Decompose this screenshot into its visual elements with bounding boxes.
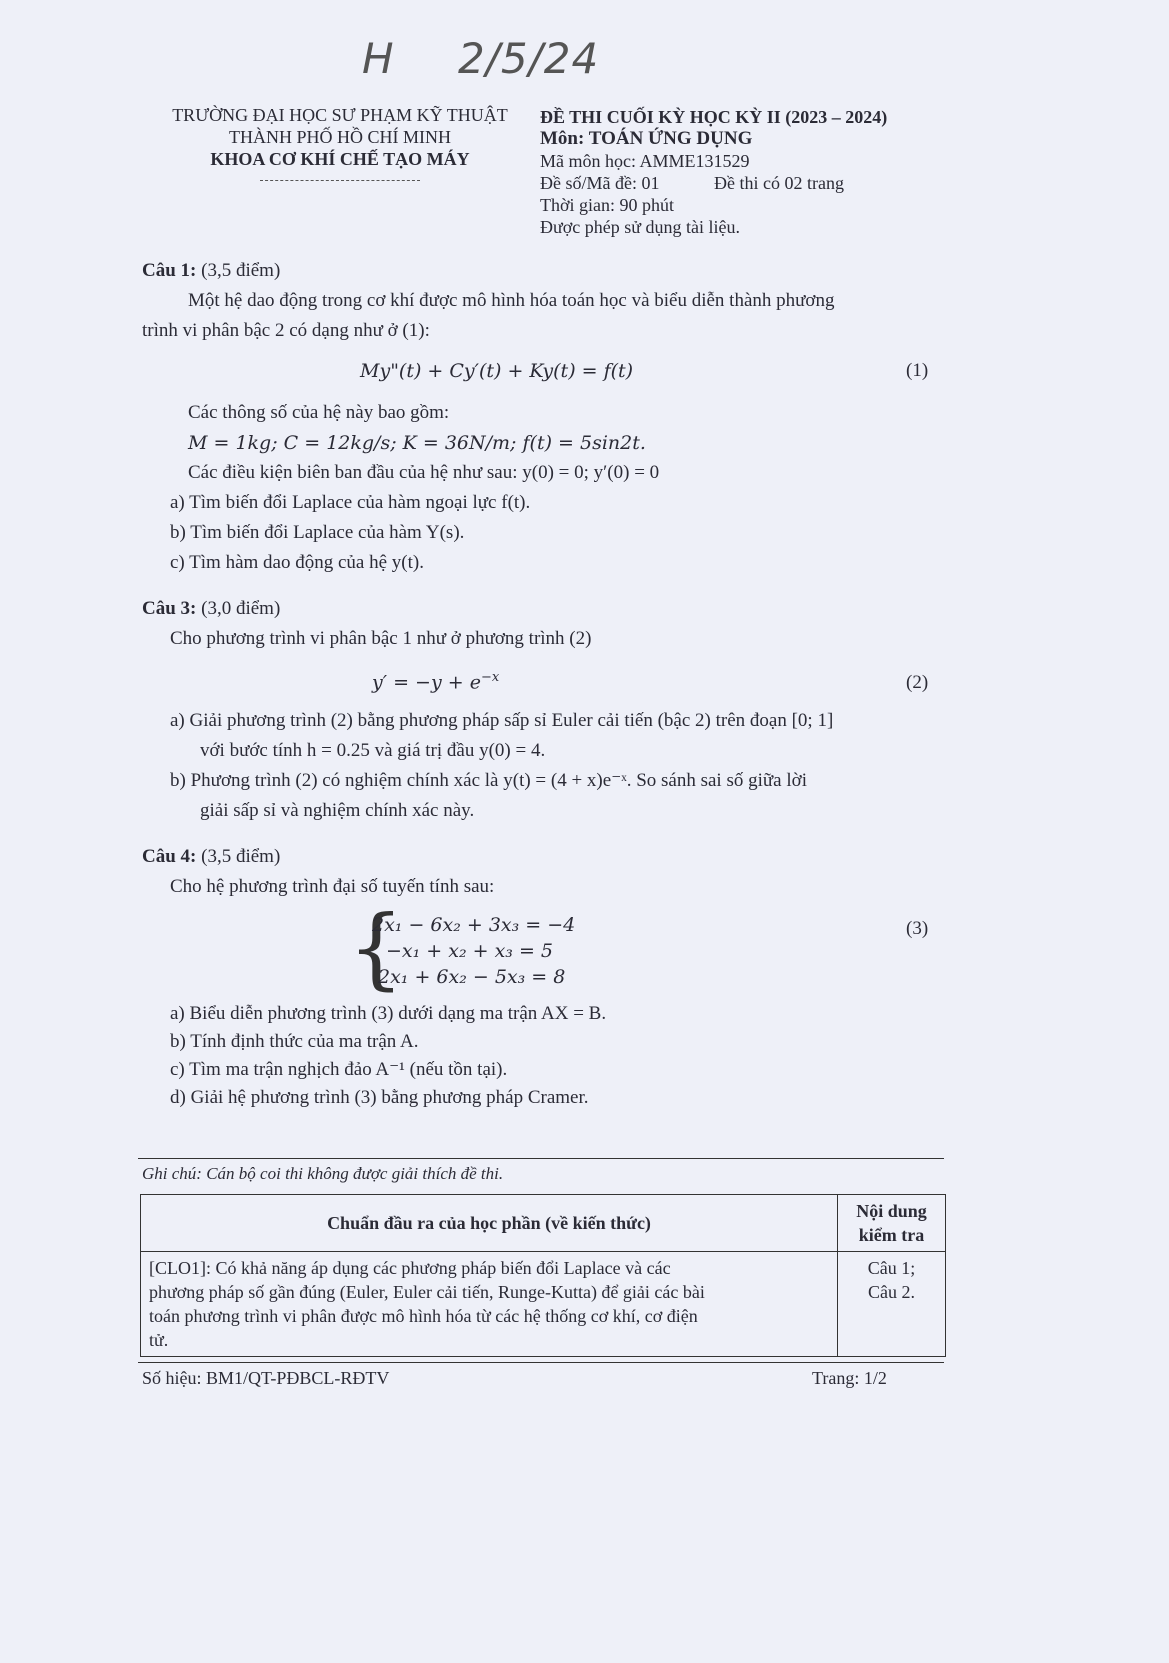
- q4-task-b: b) Tính định thức của ma trận A.: [170, 1031, 419, 1052]
- q3-points: (3,0 điểm): [201, 598, 281, 619]
- header-divider: [260, 180, 420, 181]
- exam-time: Thời gian: 90 phút: [540, 195, 675, 215]
- q4-task-d: d) Giải hệ phương trình (3) bằng phương pháp Cramer.: [170, 1087, 589, 1108]
- q3-title: Câu 3:: [142, 598, 197, 619]
- q1-equation: My"(t) + Cy′(t) + Ky(t) = f(t): [360, 360, 634, 382]
- exam-number-row: [540, 172, 960, 194]
- clo-row-content-line1: Câu 1;: [867, 1258, 916, 1278]
- q3-task-a-line1: a) Giải phương trình (2) bằng phương pháp sấp sỉ Euler cải tiến (bậc 2) trên đoạn [0; 1]: [170, 710, 834, 731]
- footer-page: Trang: 1/2: [812, 1368, 887, 1388]
- footer-doc-code: Số hiệu: BM1/QT-PĐBCL-RĐTV: [142, 1368, 390, 1388]
- subject: Môn: TOÁN ỨNG DỤNG: [540, 128, 753, 149]
- clo-line3: toán phương trình vi phân được mô hình hóa từ các hệ thống cơ khí, cơ điện: [149, 1306, 698, 1326]
- course-code: Mã môn học: AMME131529: [540, 151, 750, 171]
- invigilator-note: Ghi chú: Cán bộ coi thi không được giải thích đề thi.: [142, 1164, 504, 1183]
- handwritten-date: 2/5/24: [458, 34, 600, 83]
- header-left: [150, 104, 530, 181]
- q1-task-a: a) Tìm biến đổi Laplace của hàm ngoại lực f(t).: [170, 492, 531, 513]
- q1-intro-line2: trình vi phân bậc 2 có dạng như ở (1):: [142, 320, 430, 341]
- q3-task-b-line1: b) Phương trình (2) có nghiệm chính xác là y(t) = (4 + x)e⁻ˣ. So sánh sai số giữa lời: [170, 770, 807, 791]
- question-4: [142, 842, 942, 902]
- clo-table: [140, 1194, 946, 1357]
- q1-title: Câu 1:: [142, 260, 197, 281]
- university-name: TRƯỜNG ĐẠI HỌC SƯ PHẠM KỸ THUẬT: [172, 105, 508, 125]
- q1-task-b: b) Tìm biến đổi Laplace của hàm Y(s).: [170, 522, 465, 543]
- handwritten-mark: H: [362, 34, 395, 83]
- q1-params: M = 1kg; C = 12kg/s; K = 36N/m; f(t) = 5sin2t.: [188, 432, 646, 454]
- header-right: [540, 106, 960, 238]
- clo-line2: phương pháp số gần đúng (Euler, Euler cải tiến, Runge-Kutta) để giải các bài: [149, 1282, 705, 1302]
- question-3: [142, 594, 942, 654]
- city-name: THÀNH PHỐ HỒ CHÍ MINH: [229, 127, 451, 147]
- q1-params-block: [188, 398, 948, 488]
- q1-equation-number: (1): [906, 360, 929, 381]
- page-count: Đề thi có 02 trang: [713, 173, 844, 193]
- q3-task-a-line2: với bước tính h = 0.25 và giá trị đầu y(0) = 4.: [200, 740, 546, 761]
- q3-equation-exponent: −x: [480, 670, 500, 685]
- clo-row-content: [838, 1252, 946, 1357]
- q3-equation-number: (2): [906, 672, 929, 693]
- q1-tasks: [170, 488, 930, 578]
- q4-eq1: 2x₁ − 6x₂ + 3x₃ = −4: [372, 914, 576, 936]
- q3-task-b-line2: giải sấp sỉ và nghiệm chính xác này.: [200, 800, 475, 821]
- q3-equation-base: y′ = −y + e: [372, 671, 481, 694]
- q4-equation-number: (3): [906, 918, 929, 939]
- q4-eq2: −x₁ + x₂ + x₃ = 5: [386, 940, 554, 962]
- footer-divider: [138, 1362, 944, 1363]
- q1-heading: [142, 256, 942, 286]
- clo-line1: [CLO1]: Có khả năng áp dụng các phương pháp biến đổi Laplace và các: [149, 1258, 671, 1278]
- q1-initial-conditions: Các điều kiện biên ban đầu của hệ như sau: y(0) = 0; y′(0) = 0: [188, 462, 660, 483]
- q4-heading: [142, 842, 942, 872]
- q1-params-label: Các thông số của hệ này bao gồm:: [188, 402, 450, 423]
- q1-points: (3,5 điểm): [201, 260, 281, 281]
- q4-tasks: [170, 1000, 930, 1112]
- q1-task-c: c) Tìm hàm dao động của hệ y(t).: [170, 552, 424, 573]
- clo-header-outcome: Chuẩn đầu ra của học phần (về kiến thức): [141, 1195, 838, 1252]
- clo-header-content-line1: Nội dung: [856, 1201, 927, 1221]
- q3-tasks: [170, 706, 950, 826]
- clo-header-content-line2: kiểm tra: [858, 1225, 925, 1245]
- clo-header-content: [838, 1195, 946, 1252]
- q3-intro: Cho phương trình vi phân bậc 1 như ở phương trình (2): [170, 628, 592, 649]
- materials-note: Được phép sử dụng tài liệu.: [540, 217, 740, 237]
- faculty-name: KHOA CƠ KHÍ CHẾ TẠO MÁY: [210, 149, 470, 169]
- q4-system: [372, 912, 575, 990]
- clo-header-row: [141, 1195, 946, 1252]
- q4-intro: Cho hệ phương trình đại số tuyến tính sau:: [170, 876, 495, 897]
- exam-title: ĐỀ THI CUỐI KỲ HỌC KỲ II (2023 – 2024): [540, 107, 888, 127]
- q4-title: Câu 4:: [142, 846, 197, 867]
- clo-line4: tử.: [149, 1330, 169, 1350]
- system-brace: {: [348, 896, 404, 999]
- question-1: [142, 256, 942, 346]
- clo-row: [141, 1252, 946, 1357]
- exam-number: Đề số/Mã đề: 01: [540, 173, 660, 193]
- q3-equation: [372, 670, 499, 693]
- q4-task-c: c) Tìm ma trận nghịch đảo A⁻¹ (nếu tồn tại).: [170, 1059, 508, 1080]
- note-divider: [138, 1158, 944, 1159]
- q4-points: (3,5 điểm): [201, 846, 281, 867]
- clo-row-outcome: [141, 1252, 838, 1357]
- clo-row-content-line2: Câu 2.: [868, 1282, 915, 1302]
- q4-eq3: 2x₁ + 6x₂ − 5x₃ = 8: [378, 966, 566, 988]
- q3-heading: [142, 594, 942, 624]
- q4-task-a: a) Biểu diễn phương trình (3) dưới dạng ma trận AX = B.: [170, 1003, 607, 1024]
- q1-intro-line1: Một hệ dao động trong cơ khí được mô hình hóa toán học và biểu diễn thành phương: [188, 290, 835, 311]
